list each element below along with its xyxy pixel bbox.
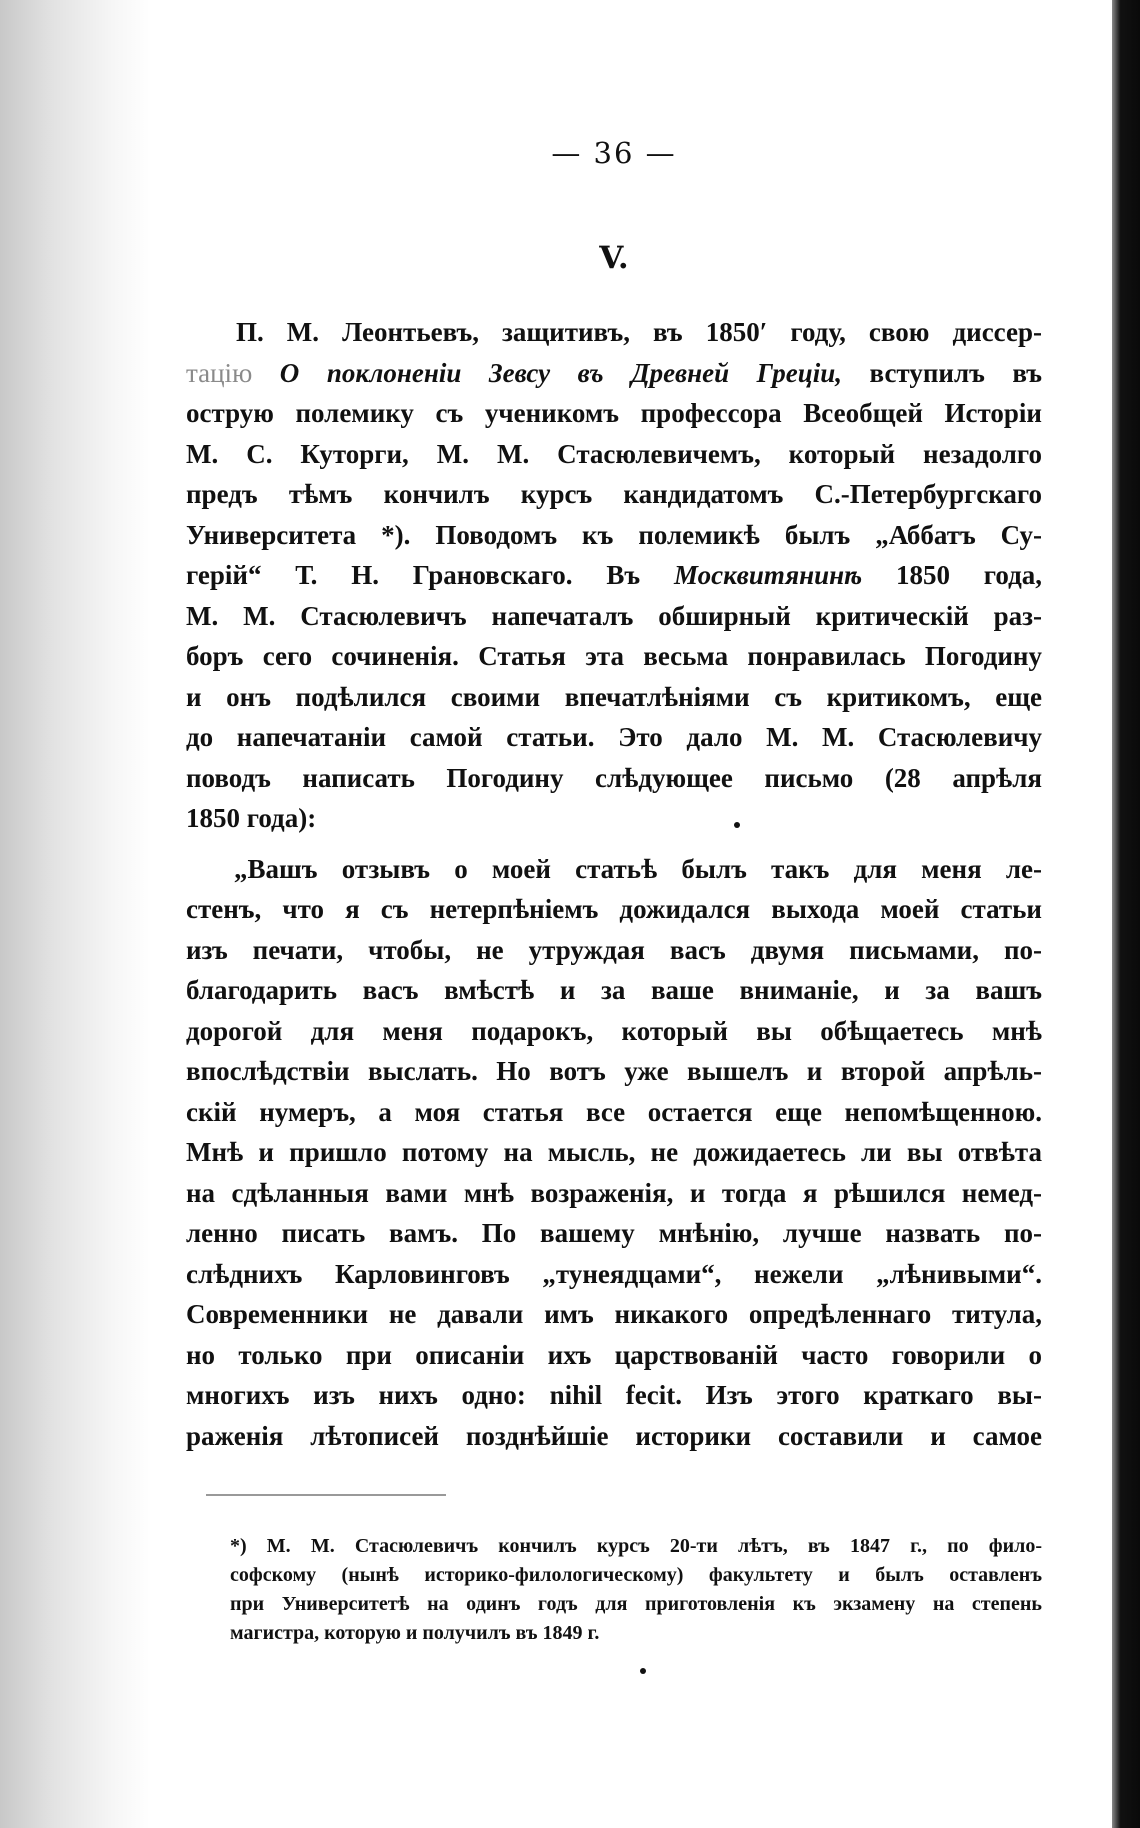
text-line: дорогой для меня подарокъ, который вы обѣщаетесь мнѣ <box>186 1015 1042 1046</box>
text-line: П. М. Леонтьевъ, защитивъ, въ 1850′ году, свою диссер- <box>236 317 1042 347</box>
scan-shadow-left <box>0 0 150 1828</box>
text-line: герій“ Т. Н. Грановскаго. Въ Москвитянинѣ 1850 года, <box>186 560 1043 590</box>
text-line: стенъ, что я съ нетерпѣніемъ дожидался выхода моей статьи <box>186 894 1042 924</box>
footnote-line: софскому (нынѣ историко-филологическому) факультету и былъ оставленъ <box>230 1564 1042 1586</box>
text-line: Современники не давали имъ никакого опредѣленнаго титула, <box>186 1299 1042 1329</box>
text-line: скій нумеръ, а моя статья все остается еще непомѣщенною. <box>186 1096 1042 1127</box>
text-line: тацію О поклоненіи Зевсу въ Древней Греціи, вступилъ въ <box>186 357 1043 388</box>
text-line: „Вашъ отзывъ о моей статьѣ былъ такъ для меня ле- <box>234 853 1042 884</box>
text-line: боръ сего сочиненія. Статья эта весьма понравилась Погодину <box>186 641 1042 671</box>
footnote-line: *) М. М. Стасюлевичъ кончилъ курсъ 20-ти лѣтъ, въ 1847 г., по фило- <box>230 1535 1042 1557</box>
text-line: предъ тѣмъ кончилъ курсъ кандидатомъ С.-Петербургскаго <box>186 479 1042 509</box>
text-line: ленно писать вамъ. По вашему мнѣнію, лучше назвать по- <box>186 1218 1042 1248</box>
text-line: поводъ написать Погодину слѣдующее письмо (28 апрѣля <box>186 762 1042 793</box>
ink-speck <box>734 822 740 828</box>
text-line: раженія лѣтописей позднѣйшіе историки составили и самое <box>186 1420 1042 1451</box>
text-line: слѣднихъ Карловинговъ „тунеядцами“, нежели „лѣнивыми“. <box>186 1258 1042 1289</box>
footnote-line: при Университетѣ на одинъ годъ для приготовленія къ экзамену на степень <box>230 1593 1042 1615</box>
text-line: но только при описаніи ихъ царствованій часто говорили о <box>186 1339 1042 1370</box>
journal-title: Москвитянинѣ <box>673 560 863 590</box>
text-line: на сдѣланныя вами мнѣ возраженія, и тогда я рѣшился немед- <box>186 1177 1042 1208</box>
text-line: острую полемику съ ученикомъ профессора Всеобщей Исторіи <box>186 398 1042 428</box>
text-line: впослѣдствіи выслать. Но вотъ уже вышелъ и второй апрѣль- <box>186 1056 1042 1086</box>
book-page <box>186 0 1042 1828</box>
text-line: Мнѣ и пришло потому на мысль, не дожидаетесь ли вы отвѣта <box>186 1137 1042 1167</box>
text-line: и онъ подѣлился своими впечатлѣніями съ критикомъ, еще <box>186 681 1042 712</box>
text-line: до напечатаніи самой статьи. Это дало М. М. Стасюлевичу <box>186 722 1042 752</box>
text-line: Университета *). Поводомъ къ полемикѣ былъ „Аббатъ Су- <box>186 519 1042 550</box>
page-number: — 36 — <box>551 136 677 170</box>
footnote-line: магистра, которую и получилъ въ 1849 г. <box>230 1622 600 1644</box>
ink-speck <box>640 1668 646 1674</box>
text-line: М. М. Стасюлевичъ напечаталъ обширный критическій раз- <box>186 600 1042 631</box>
footnote <box>230 1532 1042 1648</box>
section-heading: V. <box>599 240 629 276</box>
text-line: изъ печати, чтобы, не утруждая васъ двумя письмами, по- <box>186 934 1042 965</box>
footnote-divider <box>206 1494 446 1496</box>
dissertation-title: О поклоненіи Зевсу въ Древней Греціи, <box>279 357 842 388</box>
text-line: благодарить васъ вмѣстѣ и за ваше вниманіе, и за вашъ <box>186 975 1042 1005</box>
text-line: многихъ изъ нихъ одно: nihil fecit. Изъ этого краткаго вы- <box>186 1380 1042 1410</box>
scan-edge-right <box>1112 0 1140 1828</box>
text-line: 1850 года): <box>186 803 317 833</box>
main-text <box>186 312 1042 1456</box>
text-line: М. С. Куторги, М. М. Стасюлевичемъ, который незадолго <box>186 438 1042 469</box>
